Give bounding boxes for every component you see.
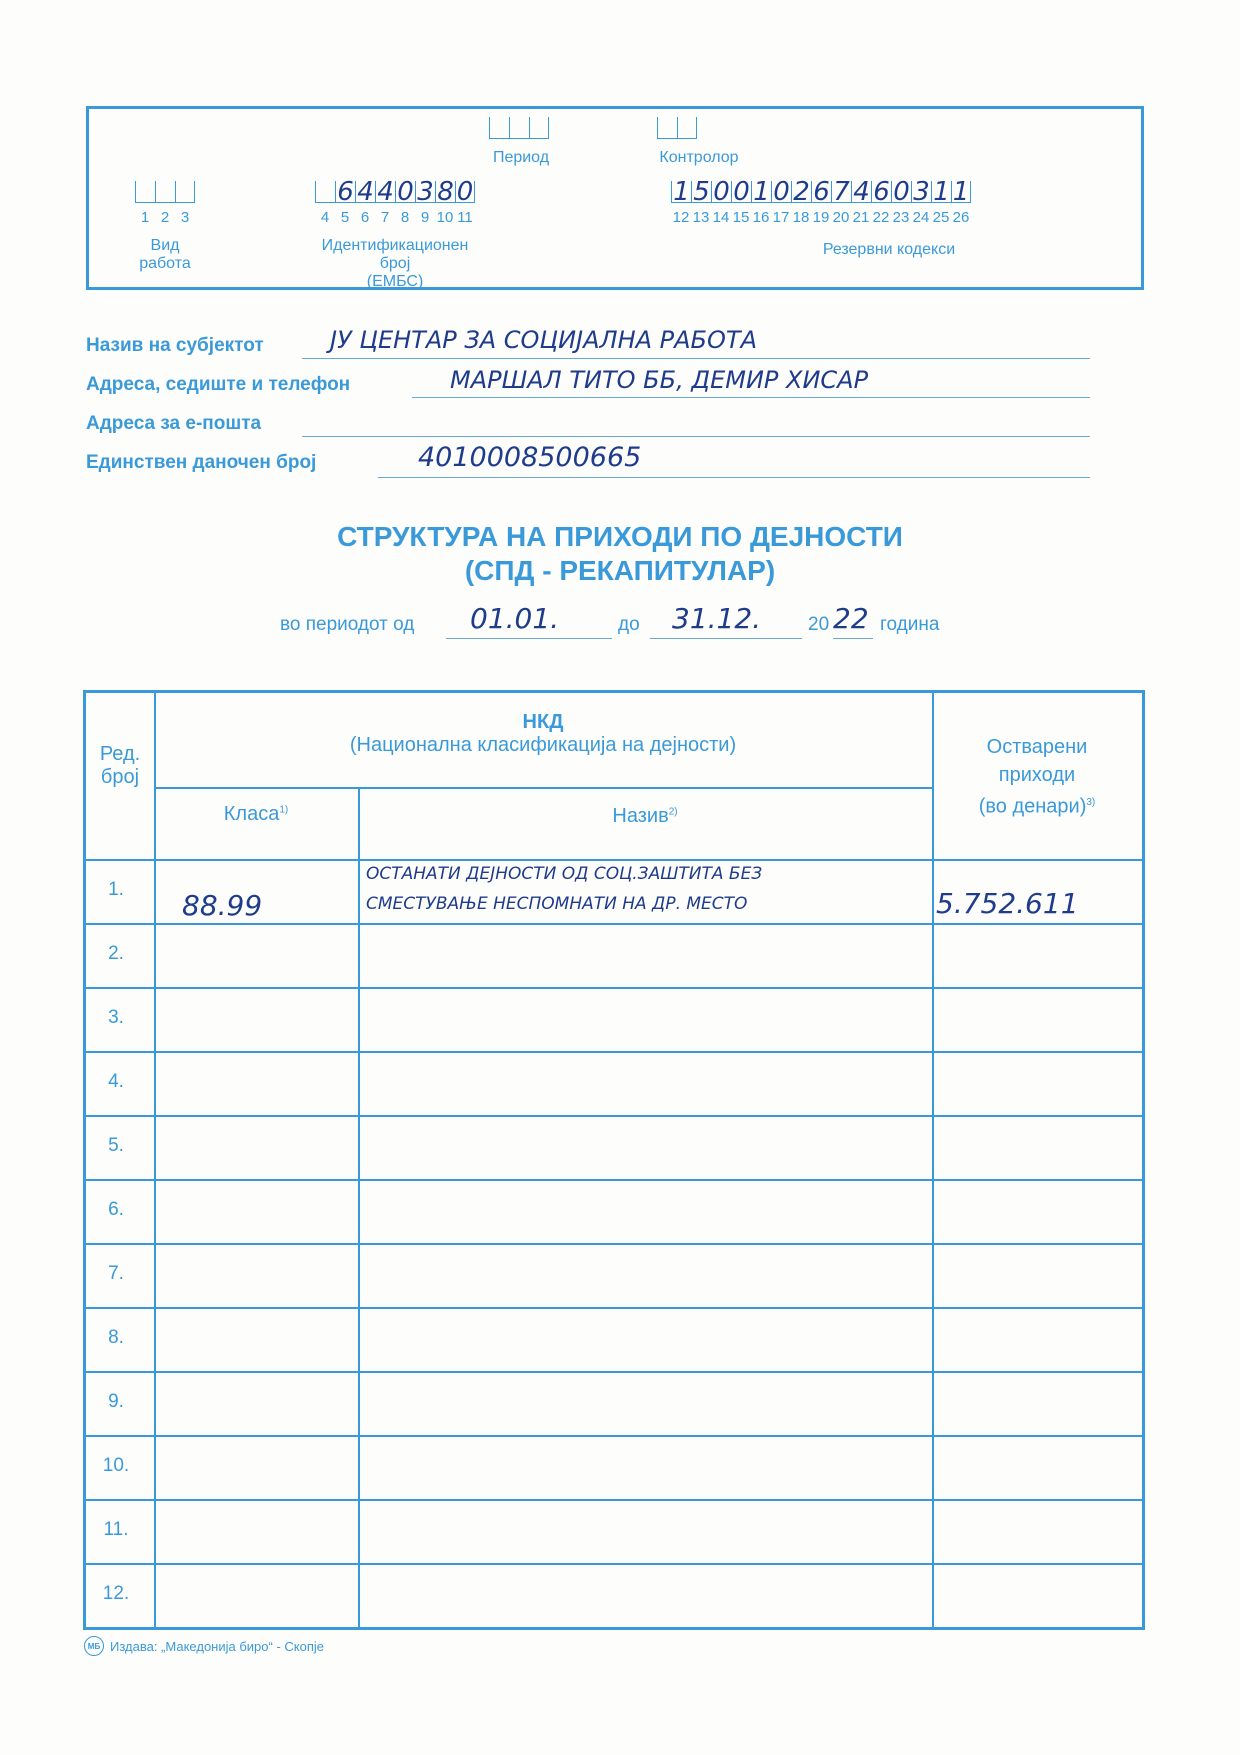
id-label: Идентификационен број (ЕМБС) bbox=[321, 237, 469, 290]
row-divider bbox=[86, 987, 1142, 989]
row-number: 4. bbox=[108, 1071, 124, 1092]
id-digit: 3 bbox=[417, 177, 434, 207]
reserve-digit: 6 bbox=[873, 177, 890, 207]
reserve-digit: 5 bbox=[693, 177, 710, 207]
reserve-numbers: 12 13 14 15 16 17 18 19 20 21 22 23 24 25 26 bbox=[672, 209, 970, 226]
row-divider bbox=[86, 1179, 1142, 1181]
header-name: Назив$^{2)}$ bbox=[612, 805, 678, 827]
period-to[interactable]: 31.12. bbox=[672, 602, 762, 635]
row-divider bbox=[86, 923, 1142, 925]
controller-label: Контролор bbox=[659, 149, 739, 166]
header-class: Класа$^{1)}$ bbox=[223, 803, 289, 825]
subject-tax-label: Единствен даночен број bbox=[86, 452, 317, 473]
reserve-digit: 0 bbox=[773, 177, 790, 207]
row-divider bbox=[86, 1307, 1142, 1309]
subject-name-label: Назив на субјектот bbox=[86, 335, 264, 356]
row1-income[interactable]: 5.752.611 bbox=[936, 887, 1079, 920]
period-label: Период bbox=[492, 149, 550, 166]
subject-tax-line bbox=[378, 477, 1090, 478]
row-number: 7. bbox=[108, 1263, 124, 1284]
reserve-digit: 7 bbox=[833, 177, 850, 207]
id-digit: 6 bbox=[337, 177, 354, 207]
subject-email-line bbox=[302, 436, 1090, 437]
period-cells[interactable] bbox=[489, 117, 549, 143]
publisher-logo: МБ bbox=[84, 1636, 104, 1656]
id-digit: 0 bbox=[456, 177, 474, 207]
row-number: 1. bbox=[108, 879, 124, 900]
row-divider bbox=[86, 1243, 1142, 1245]
subject-tax-value[interactable]: 4010008500665 bbox=[418, 442, 642, 473]
reserve-digit: 4 bbox=[853, 177, 870, 207]
work-type-label: Вид работа bbox=[139, 237, 191, 272]
header-nkd: НКД (Национална класификација на дејности) bbox=[349, 711, 737, 756]
subject-email-label: Адреса за е-пошта bbox=[86, 413, 262, 434]
publisher-footer bbox=[84, 1636, 324, 1656]
income-table bbox=[83, 690, 1145, 1630]
period-year-label: година bbox=[880, 614, 940, 635]
id-cells[interactable] bbox=[315, 177, 475, 207]
row1-class[interactable]: 88.99 bbox=[182, 889, 263, 922]
row-number: 9. bbox=[108, 1391, 124, 1412]
row-number: 10. bbox=[102, 1455, 130, 1476]
reserve-digit: 1 bbox=[933, 177, 950, 207]
row-divider bbox=[86, 1563, 1142, 1565]
subject-name-value[interactable]: ЈУ ЦЕНТАР ЗА СОЦИЈАЛНА РАБОТА bbox=[330, 326, 757, 354]
period-to-label: до bbox=[618, 614, 640, 635]
subject-address-line bbox=[412, 397, 1090, 398]
id-digit: 4 bbox=[377, 177, 394, 207]
row-divider bbox=[86, 1499, 1142, 1501]
work-type-cells[interactable] bbox=[135, 181, 195, 207]
reserve-digit: 2 bbox=[793, 177, 810, 207]
header-row-number: Ред. број bbox=[99, 743, 141, 788]
row-number: 5. bbox=[108, 1135, 124, 1156]
col-divider bbox=[154, 693, 156, 1627]
row-number: 3. bbox=[108, 1007, 124, 1028]
header-income: Остварени приходи (во денари)$^{3)}$ bbox=[978, 736, 1096, 818]
row1-name[interactable]: ОСТАНАТИ ДЕЈНОСТИ ОД СОЦ.ЗАШТИТА БЕЗ СМЕСТУВАЊЕ НЕСПОМНАТИ НА ДР. МЕСТО bbox=[366, 864, 763, 914]
row-divider bbox=[86, 1435, 1142, 1437]
row-number: 8. bbox=[108, 1327, 124, 1348]
publisher-text: Издава: „Македонија биро“ - Скопје bbox=[110, 1638, 325, 1654]
reserve-digit: 0 bbox=[733, 177, 750, 207]
row-number: 12. bbox=[102, 1583, 130, 1604]
work-type-numbers: 1 2 3 bbox=[140, 209, 190, 226]
subject-name-line bbox=[302, 358, 1090, 359]
controller-cells[interactable] bbox=[657, 117, 697, 143]
id-digit: 0 bbox=[397, 177, 414, 207]
row-number: 6. bbox=[108, 1199, 124, 1220]
row-number: 11. bbox=[103, 1519, 129, 1540]
reserve-digit: 3 bbox=[913, 177, 930, 207]
reserve-digit: 0 bbox=[713, 177, 730, 207]
document-title bbox=[0, 520, 1240, 588]
period-to-line bbox=[650, 638, 802, 639]
document-title-line1: СТРУКТУРА НА ПРИХОДИ ПО ДЕЈНОСТИ bbox=[337, 521, 903, 552]
period-year-prefix: 20 bbox=[808, 614, 830, 635]
period-year[interactable]: 22 bbox=[833, 602, 869, 635]
reserve-digit: 6 bbox=[813, 177, 830, 207]
period-year-line bbox=[833, 638, 873, 639]
reserve-digit: 1 bbox=[673, 177, 690, 207]
id-digit: 4 bbox=[357, 177, 374, 207]
col-divider bbox=[358, 787, 360, 1627]
subject-address-label: Адреса, седиште и телефон bbox=[86, 374, 351, 395]
row-divider bbox=[86, 1115, 1142, 1117]
reserve-digit: 1 bbox=[952, 177, 970, 207]
reserve-cells[interactable] bbox=[671, 177, 971, 207]
id-numbers: 4 5 6 7 8 9 10 11 bbox=[320, 209, 473, 226]
col-divider bbox=[932, 693, 934, 1627]
row-divider bbox=[86, 1371, 1142, 1373]
row-divider bbox=[86, 1051, 1142, 1053]
id-digit: 8 bbox=[437, 177, 454, 207]
header-box bbox=[86, 106, 1144, 290]
period-from-line bbox=[446, 638, 612, 639]
subject-address-value[interactable]: МАРШАЛ ТИТО ББ, ДЕМИР ХИСАР bbox=[450, 366, 869, 394]
row-number: 2. bbox=[108, 943, 124, 964]
reserve-digit: 0 bbox=[893, 177, 910, 207]
header-sub-divider bbox=[154, 787, 932, 789]
period-prefix: во периодот од bbox=[280, 614, 415, 635]
document-title-line2: (СПД - РЕКАПИТУЛАР) bbox=[464, 555, 776, 586]
period-from[interactable]: 01.01. bbox=[470, 602, 560, 635]
reserve-label: Резервни кодекси bbox=[822, 241, 956, 258]
reserve-digit: 1 bbox=[753, 177, 770, 207]
